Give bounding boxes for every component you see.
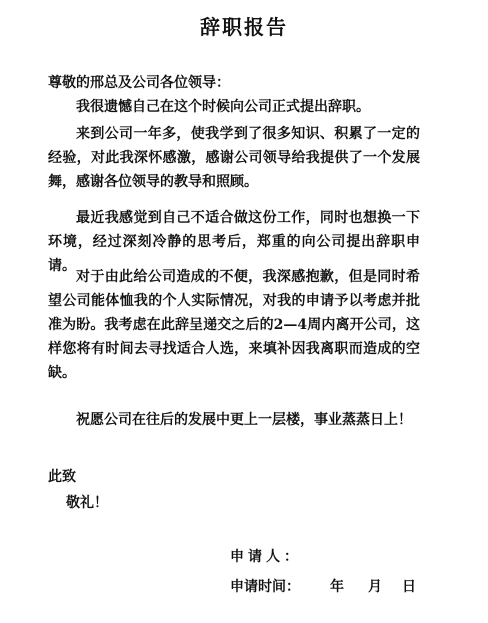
paragraph-regret: 我很遗憾自己在这个时候向公司正式提出辞职。 — [76, 99, 370, 115]
year-unit: 年 — [330, 579, 344, 595]
day-unit: 日 — [402, 579, 416, 595]
salutation: 尊敬的邢总及公司各位领导： — [48, 75, 230, 91]
closing: 此致 — [48, 469, 76, 485]
date-line — [230, 578, 416, 596]
month-unit: 月 — [368, 579, 382, 595]
paragraph-wishes: 祝愿公司在往后的发展中更上一层楼，事业蒸蒸日上！ — [76, 412, 412, 428]
applicant-label: 申请人： — [230, 549, 302, 565]
paragraph-apology: 对于由此给公司造成的不便，我深感抱歉，但是同时希望公司能体恤我的个人实际情况，对我的申请予以考虑并批准为盼。我考虑在此辞呈递交之后的2—4周内离开公司，这样您将有时间去寻找适合人选，来填补因我离职而造成的空缺。 — [48, 269, 420, 381]
regards: 敬礼！ — [66, 495, 108, 511]
paragraph-gratitude: 来到公司一年多，使我学到了很多知识、积累了一定的经验，对此我深怀感激，感谢公司领导给我提供了一个发展舞，感谢各位领导的教导和照顾。 — [48, 126, 420, 190]
paragraph-reason: 最近我感觉到自己不适合做这份工作，同时也想换一下环境，经过深刻冷静的思考后，郑重的向公司提出辞职申请。 — [48, 210, 420, 274]
document-title: 辞职报告 — [200, 15, 288, 39]
date-label: 申请时间： — [230, 579, 300, 595]
